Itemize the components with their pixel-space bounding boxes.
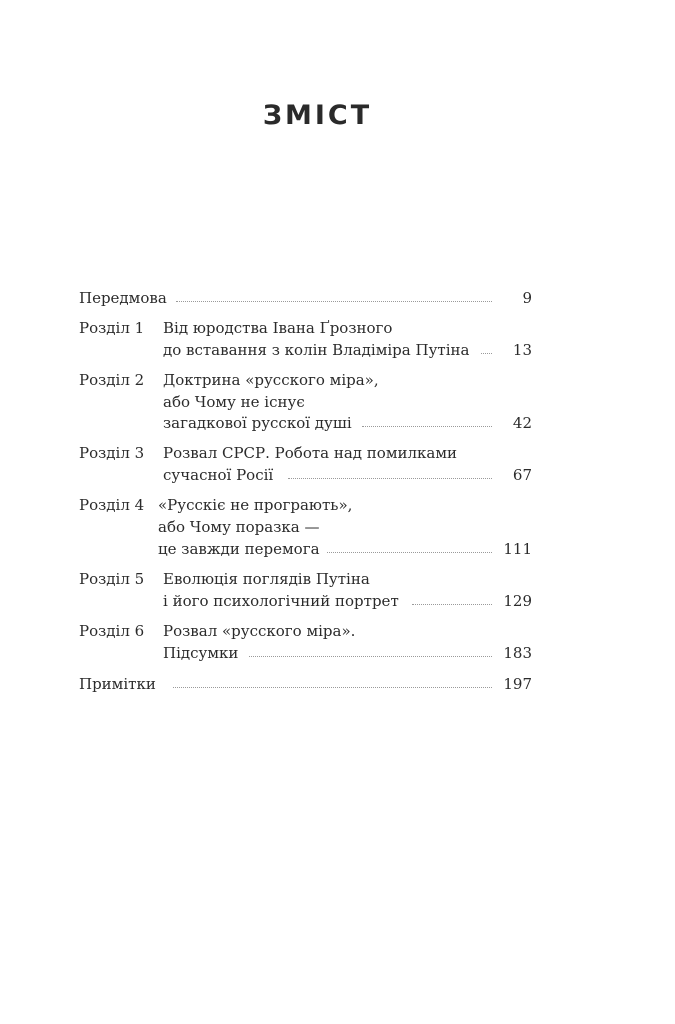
toc-entry-chapter-5-last[interactable] [0,590,675,612]
toc-label: Передмова [79,289,167,307]
toc-entry-chapter-4[interactable] [0,494,675,516]
toc-entry-chapter-1-last[interactable] [0,339,675,361]
toc-chapter-title: «Русскіє не програють», [158,496,353,514]
toc-chapter-title: Розвал «русского міра». [163,622,356,640]
dot-leader [288,478,492,479]
page-title: ЗМІСТ [262,100,373,131]
dot-leader [362,426,492,427]
toc-entry-chapter-1[interactable] [0,317,675,339]
toc-chapter-title: або Чому поразка — [158,518,320,536]
toc-entry-chapter-6-last[interactable] [0,642,675,664]
toc-chapter-title: Від юродства Івана Ґрозного [163,319,393,337]
dot-leader [412,604,492,605]
toc-page-number: 111 [503,540,532,558]
toc-page-number: 9 [522,289,532,307]
toc-chapter-title: і його психологічний портрет [163,592,399,610]
toc-chapter-title: Підсумки [163,644,239,662]
dot-leader [176,301,492,302]
toc-entry-chapter-5[interactable] [0,568,675,590]
toc-entry-chapter-4-last[interactable] [0,538,675,560]
toc-label: Розділ 4 [79,496,145,514]
toc-chapter-title: це завжди перемога [158,540,320,558]
dot-leader [327,552,492,553]
toc-entry-chapter-2[interactable] [0,369,675,391]
toc-page-number: 197 [503,675,532,693]
toc-page-number: 183 [503,644,532,662]
toc-page-number: 129 [503,592,532,610]
toc-entry-chapter-3[interactable] [0,442,675,464]
toc-entry-chapter-4-line[interactable] [0,516,675,538]
toc-page-number: 67 [512,466,532,484]
toc-label: Розділ 2 [79,371,145,389]
toc-entry-chapter-6[interactable] [0,620,675,642]
dot-leader [249,656,492,657]
toc-chapter-title: до вставання з колін Владіміра Путіна [163,341,470,359]
toc-entry-chapter-2-last[interactable] [0,412,675,434]
toc-entry-chapter-2-line[interactable] [0,391,675,413]
toc-label: Розділ 5 [79,570,145,588]
dot-leader [173,687,492,688]
toc-chapter-title: загадкової русскої душі [163,414,352,432]
toc-entry-preface[interactable] [0,287,675,309]
toc-entry-notes[interactable] [0,673,675,695]
toc-chapter-title: Розвал СРСР. Робота над помилками [163,444,458,462]
toc-page-number: 13 [512,341,532,359]
toc-chapter-title: або Чому не існує [163,393,305,411]
toc-label: Розділ 6 [79,622,145,640]
toc-chapter-title: Еволюція поглядів Путіна [163,570,370,588]
toc-label: Примітки [79,675,156,693]
dot-leader [481,353,492,354]
toc-page-number: 42 [512,414,532,432]
toc-label: Розділ 3 [79,444,145,462]
toc-entry-chapter-3-last[interactable] [0,464,675,486]
toc-chapter-title: Доктрина «русского міра», [163,371,379,389]
toc-chapter-title: сучасної Росії [163,466,274,484]
toc-label: Розділ 1 [79,319,145,337]
